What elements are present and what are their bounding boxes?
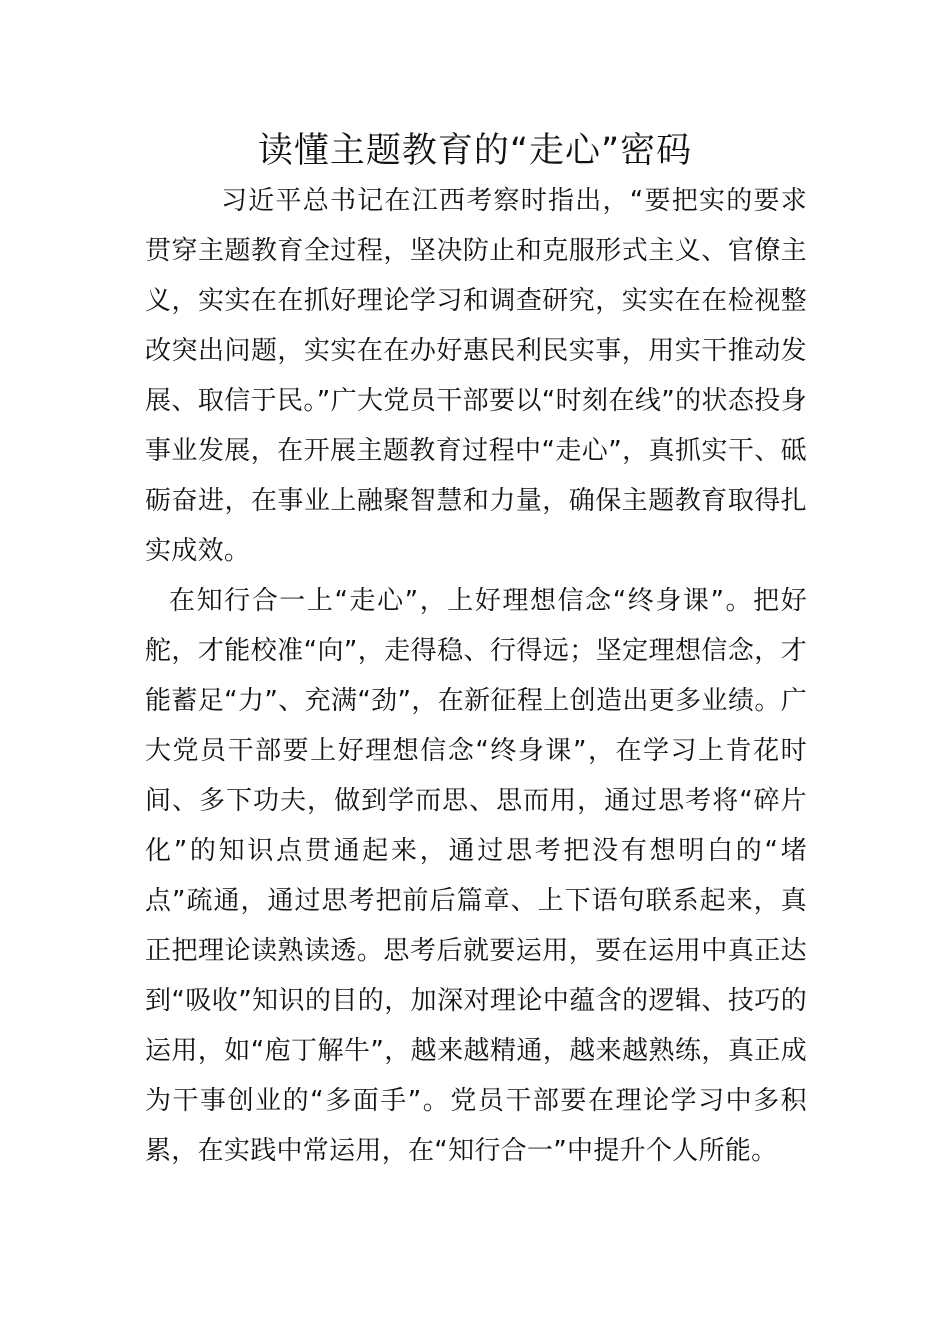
document-body	[145, 176, 807, 1176]
paragraph-intro: 习近平总书记在江西考察时指出，“要把实的要求贯穿主题教育全过程，坚决防止和克服形式主义、官僚主义，实实在在抓好理论学习和调查研究，实实在在检视整改突出问题，实实在在办好惠民利民实事，用实干推动发展、取信于民。”广大党员干部要以“时刻在线”的状态投身事业发展，在开展主题教育过程中“走心”，真抓实干、砥砺奋进，在事业上融聚智慧和力量，确保主题教育取得扎实成效。	[145, 186, 807, 566]
paragraph-knowledge-action: 在知行合一上“走心”，上好理想信念“终身课”。把好舵，才能校准“向”，走得稳、行得远；坚定理想信念，才能蓄足“力”、充满“劲”，在新征程上创造出更多业绩。广大党员干部要上好理想信念“终身课”，在学习上肯花时间、多下功夫，做到学而思、思而用，通过思考将“碎片化”的知识点贯通起来，通过思考把没有想明白的“堵点”疏通，通过思考把前后篇章、上下语句联系起来，真正把理论读熟读透。思考后就要运用，要在运用中真正达到“吸收”知识的目的，加深对理论中蕴含的逻辑、技巧的运用，如“庖丁解牛”，越来越精通，越来越熟练，真正成为干事创业的“多面手”。党员干部要在理论学习中多积累，在实践中常运用，在“知行合一”中提升个人所能。	[145, 586, 807, 1166]
document-title: 读懂主题教育的“走心”密码	[257, 131, 693, 171]
